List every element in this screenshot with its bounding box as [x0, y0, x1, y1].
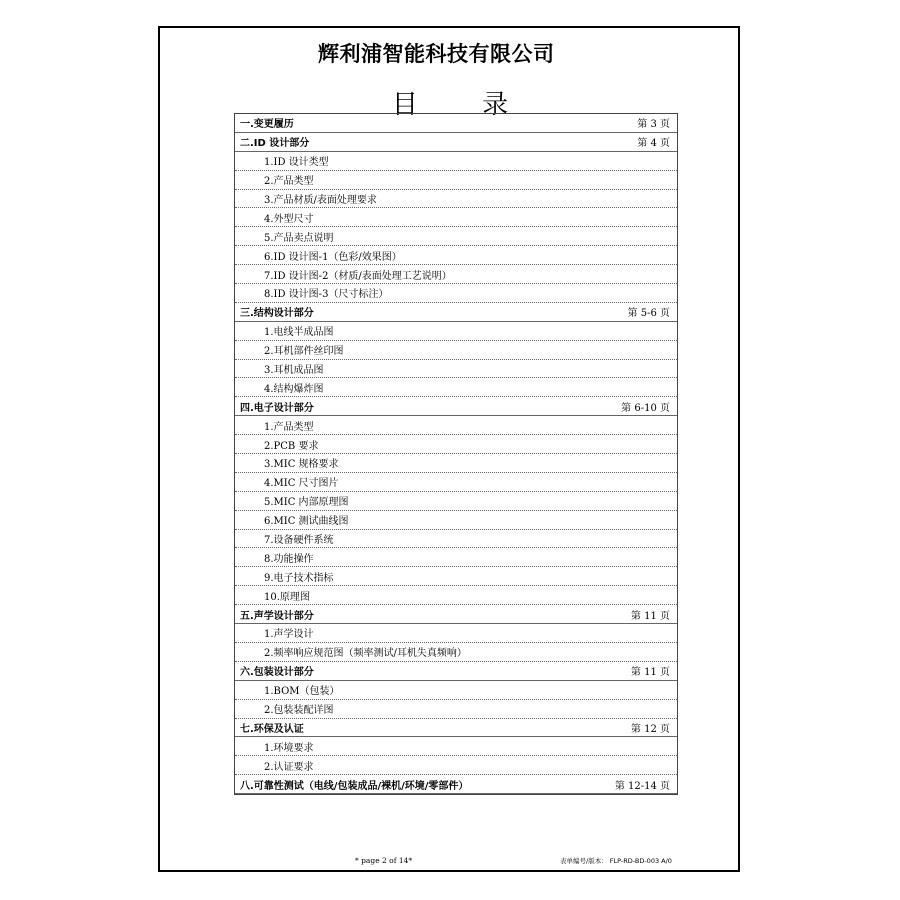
toc-item-row	[235, 700, 677, 719]
toc-item-row	[235, 586, 677, 605]
toc-section-label: 一.变更履历	[240, 119, 294, 131]
toc-item-label: 7.ID 设计图-2（材质/表面处理工艺说明）	[264, 270, 452, 282]
toc-item-row	[235, 322, 677, 341]
toc-item-row	[235, 737, 677, 756]
toc-item-row	[235, 567, 677, 586]
toc-item-row	[235, 511, 677, 530]
toc-page-ref: 第 4 页	[637, 138, 670, 150]
company-name: 辉利浦智能科技有限公司	[318, 42, 555, 66]
toc-item-label: 9.电子技术指标	[264, 572, 334, 584]
page-number: * page 2 of 14*	[355, 856, 413, 865]
toc-item-row	[235, 284, 677, 303]
toc-item-label: 6.MIC 测试曲线图	[264, 516, 349, 528]
toc-item-label: 4.结构爆炸图	[264, 383, 324, 395]
toc-item-row	[235, 681, 677, 700]
toc-item-row	[235, 246, 677, 265]
toc-item-row	[235, 492, 677, 511]
toc-section-row	[235, 719, 677, 738]
toc-page-ref: 第 3 页	[637, 119, 670, 131]
toc-page-ref: 第 11 页	[630, 667, 670, 679]
table-of-contents	[234, 113, 678, 795]
toc-section-label: 七.环保及认证	[240, 723, 304, 735]
toc-section-row	[235, 775, 677, 794]
toc-item-label: 2.认证要求	[264, 761, 314, 773]
toc-page-ref: 第 12 页	[630, 723, 670, 735]
toc-item-label: 4.外型尺寸	[264, 213, 314, 225]
toc-item-label: 3.耳机成品图	[264, 365, 324, 377]
toc-item-row	[235, 416, 677, 435]
toc-item-label: 2.产品类型	[264, 176, 314, 188]
toc-item-label: 1.产品类型	[264, 421, 314, 433]
toc-item-row	[235, 548, 677, 567]
toc-item-label: 2.包装装配详图	[264, 705, 334, 717]
toc-item-label: 5.MIC 内部原理图	[264, 497, 349, 509]
toc-item-row	[235, 190, 677, 209]
toc-section-row	[235, 605, 677, 624]
toc-item-row	[235, 171, 677, 190]
toc-item-row	[235, 152, 677, 171]
toc-item-label: 5.产品卖点说明	[264, 232, 334, 244]
toc-section-label: 四.电子设计部分	[240, 402, 314, 414]
toc-section-label: 二.ID 设计部分	[240, 138, 310, 150]
toc-item-label: 1.环境要求	[264, 742, 314, 754]
form-number: 表单编号/版本： FLP-RD-BD-003 A/0	[560, 857, 672, 865]
toc-item-row	[235, 227, 677, 246]
toc-section-label: 三.结构设计部分	[240, 308, 314, 320]
toc-page-ref: 第 11 页	[630, 610, 670, 622]
page-title: 目 录	[391, 90, 537, 120]
toc-item-label: 1.电线半成品图	[264, 327, 334, 339]
toc-item-row	[235, 473, 677, 492]
toc-section-row	[235, 662, 677, 681]
toc-section-row	[235, 133, 677, 152]
toc-item-label: 8.ID 设计图-3（尺寸标注）	[264, 289, 389, 301]
toc-item-label: 8.功能操作	[264, 553, 314, 565]
toc-item-label: 3.MIC 规格要求	[264, 459, 339, 471]
toc-item-label: 1.ID 设计类型	[264, 157, 329, 169]
toc-item-label: 2.耳机部件丝印图	[264, 346, 344, 358]
toc-item-row	[235, 530, 677, 549]
toc-item-row	[235, 756, 677, 775]
toc-page-ref: 第 12-14 页	[614, 780, 670, 792]
toc-item-row	[235, 454, 677, 473]
toc-item-label: 1.声学设计	[264, 629, 314, 641]
toc-section-label: 六.包装设计部分	[240, 667, 314, 679]
toc-item-row	[235, 643, 677, 662]
toc-item-label: 6.ID 设计图-1（色彩/效果图）	[264, 251, 402, 263]
toc-page-ref: 第 6-10 页	[621, 402, 670, 414]
toc-section-label: 五.声学设计部分	[240, 610, 314, 622]
toc-item-row	[235, 341, 677, 360]
toc-section-row	[235, 397, 677, 416]
toc-section-label: 八.可靠性测试（电线/包装成品/裸机/环境/零部件）	[240, 780, 469, 792]
toc-item-label: 2.频率响应规范图（频率测试/耳机失真频响）	[264, 648, 467, 660]
toc-item-row	[235, 435, 677, 454]
toc-section-row	[235, 114, 677, 133]
toc-item-label: 10.原理图	[264, 591, 310, 603]
toc-section-row	[235, 303, 677, 322]
toc-item-label: 1.BOM（包装）	[264, 686, 340, 698]
toc-item-label: 7.设备硬件系统	[264, 535, 334, 547]
toc-item-row	[235, 378, 677, 397]
toc-item-row	[235, 208, 677, 227]
toc-item-label: 4.MIC 尺寸图片	[264, 478, 339, 490]
toc-item-row	[235, 360, 677, 379]
toc-item-label: 2.PCB 要求	[264, 440, 319, 452]
toc-page-ref: 第 5-6 页	[627, 308, 670, 320]
toc-item-row	[235, 265, 677, 284]
toc-item-row	[235, 624, 677, 643]
toc-item-label: 3.产品材质/表面处理要求	[264, 195, 377, 206]
